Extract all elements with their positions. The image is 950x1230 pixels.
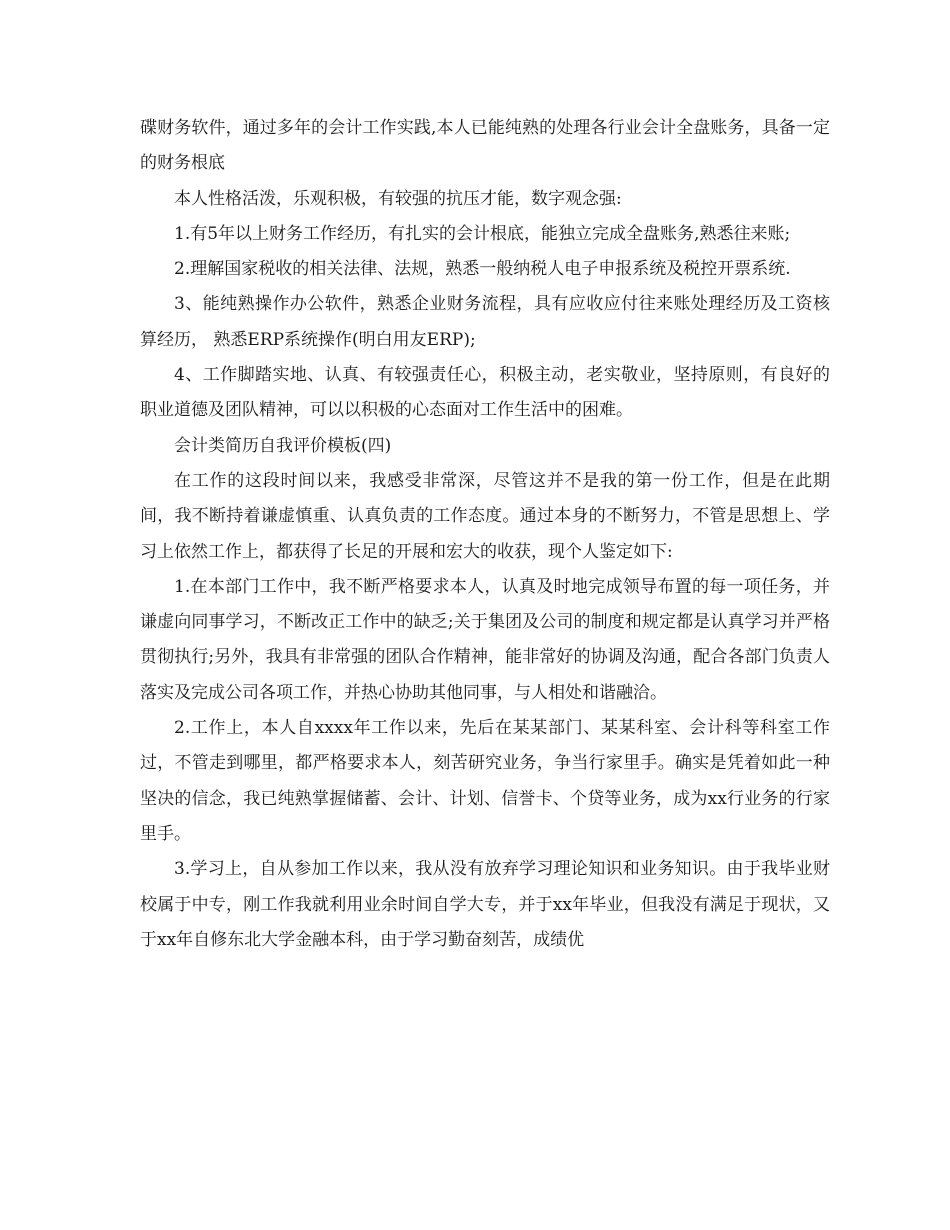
paragraph-4: 2.理解国家税收的相关法律、法规，熟悉一般纳税人电子申报系统及税控开票系统. <box>174 259 791 280</box>
section-heading: 会计类简历自我评价模板(四) <box>174 435 392 456</box>
paragraph-3: 1.有5年以上财务工作经历，有扎实的会计根底，能独立完成全盘账务,熟悉往来账; <box>174 223 791 244</box>
paragraph-10: 2.工作上，本人自xxxx年工作以来，先后在某某部门、某某科室、会计科等科室工作过，不管走到哪里，都严格要求本人，刻苦研究业务，争当行家里手。确实是凭着如此一种坚决的信念，我已纯熟掌握储蓄、会计、计划、信誉卡、个贷等业务，成为xx行业务的行家里手。 <box>140 718 830 844</box>
paragraph-2: 本人性格活泼，乐观积极，有较强的抗压才能，数字观念强: <box>174 188 622 209</box>
paragraph-1: 碟财务软件，通过多年的会计工作实践,本人已能纯熟的处理各行业会计全盘账务，具备一定的财务根底 <box>140 118 830 174</box>
paragraph-8: 在工作的这段时间以来，我感受非常深，尽管这并不是我的第一份工作，但是在此期间，我不断持着谦虚慎重、认真负责的工作态度。通过本身的不断努力，不管是思想上、学习上依然工作上，都获得了长足的开展和宏大的收获，现个人鉴定如下: <box>140 470 830 562</box>
paragraph-9: 1.在本部门工作中，我不断严格要求本人，认真及时地完成领导布置的每一项任务，并谦虚向同事学习，不断改正工作中的缺乏;关于集团及公司的制度和规定都是认真学习并严格贯彻执行;另外，我具有非常强的团队合作精神，能非常好的协调及沟通，配合各部门负责人落实及完成公司各项工作，并热心协助其他同事，与人相处和谐融洽。 <box>140 576 830 703</box>
paragraph-11: 3.学习上，自从参加工作以来，我从没有放弃学习理论知识和业务知识。由于我毕业财校属于中专，刚工作我就利用业余时间自学大专，并于xx年毕业，但我没有满足于现状，又于xx年自修东北大学金融本科，由于学习勤奋刻苦，成绩优 <box>140 859 830 950</box>
paragraph-6: 4、工作脚踏实地、认真、有较强责任心，积极主动，老实敬业，坚持原则，有良好的职业道德及团队精神，可以以积极的心态面对工作生活中的困难。 <box>140 365 830 421</box>
document-body <box>140 111 830 958</box>
paragraph-5: 3、能纯熟操作办公软件，熟悉企业财务流程，具有应收应付往来账处理经历及工资核算经历， 熟悉ERP系统操作(明白用友ERP); <box>140 294 830 350</box>
